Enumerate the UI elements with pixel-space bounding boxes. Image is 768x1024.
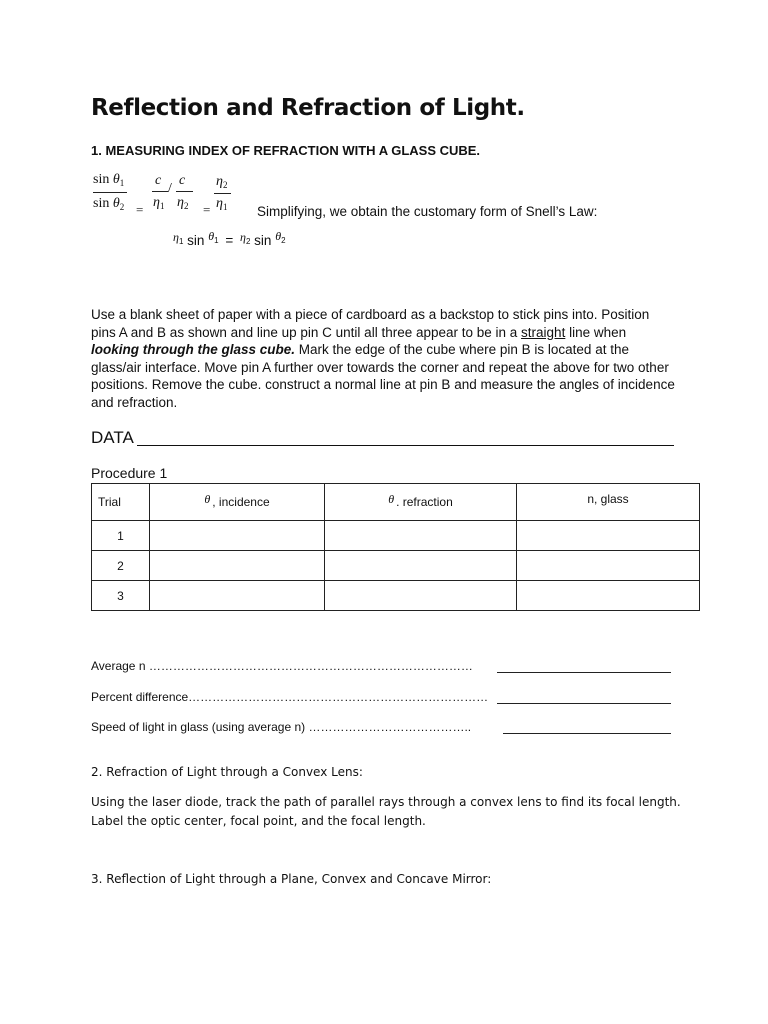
trial-number: 2 [92,551,150,581]
fraction-bar [214,193,231,194]
incidence-cell[interactable] [150,521,325,551]
incidence-cell[interactable] [150,581,325,611]
eq-eta1-den: $\eta_1$ [216,196,228,212]
table-row [92,551,700,581]
table-row [92,581,700,611]
header-trial: Trial [92,484,150,521]
speed-of-light-label: Speed of light in glass (using average n) ………………………………….. [91,720,472,734]
eq-equals-1: = [136,202,144,217]
eq-sin-theta2: $\sin \theta_2$ [93,196,125,212]
refraction-cell[interactable] [325,581,517,611]
header-n-glass: n, glass [517,484,700,521]
header-incidence: θ , incidence [150,484,325,521]
simplifying-text: Simplifying, we obtain the customary form of Snell’s Law: [257,204,598,219]
section2-heading: 2. Refraction of Light through a Convex Lens: [91,765,363,779]
eq-equals-2: = [203,202,211,217]
eq-slash: / [168,181,172,196]
eq-eta2-num: $\eta_2$ [216,174,228,190]
section3-heading: 3. Reflection of Light through a Plane, Convex and Concave Mirror: [91,872,492,886]
procedure-label: Procedure 1 [91,465,168,481]
header-refraction: θ . refraction [325,484,517,521]
eq-c-1: c [155,173,162,188]
eq-eta1: $\eta_1$ [153,195,165,211]
n-glass-cell[interactable] [517,551,700,581]
instructions-paragraph: Use a blank sheet of paper with a piece of cardboard as a backstop to stick pins into. Position pins A and B as shown and line up pin C until all three appear to be in a straight line when looking through the glass cube. Mark the edge of the cube where pin B is located at the glass/air interface. Move pin A further over towards the corner and repeat the above for two other positions. Remove the cube. construct a normal line at pin B and measure the angles of incidence and refraction. [91,307,675,410]
trial-number: 1 [92,521,150,551]
fraction-bar [152,191,168,192]
average-n-blank[interactable] [497,672,671,673]
fraction-bar [93,192,127,193]
percent-difference-blank[interactable] [497,703,671,704]
section2-body: Using the laser diode, track the path of parallel rays through a convex lens to find its focal length. Label the optic center, focal point, and the focal length. [91,795,681,828]
n-glass-cell[interactable] [517,521,700,551]
refraction-cell[interactable] [325,551,517,581]
trial-number: 3 [92,581,150,611]
fraction-bar [176,191,193,192]
eq-c-2: c [179,173,186,188]
speed-of-light-blank[interactable] [503,733,671,734]
snells-law-equation: η1 sin θ1 = η2 sin θ2 [173,229,286,248]
table-header-row [92,484,700,521]
table-row [92,521,700,551]
page-title: Reflection and Refraction of Light. [91,95,525,121]
data-heading: DATA [91,428,134,447]
average-n-label: Average n ……………………………………………………………………… [91,659,473,673]
data-underline [137,445,674,446]
eq-eta2: $\eta_2$ [177,195,189,211]
refraction-cell[interactable] [325,521,517,551]
percent-difference-label: Percent difference………………………………………………………………… [91,690,489,704]
data-table [91,483,700,611]
section1-heading: 1. MEASURING INDEX OF REFRACTION WITH A GLASS CUBE. [91,143,481,158]
n-glass-cell[interactable] [517,581,700,611]
incidence-cell[interactable] [150,551,325,581]
eq-sin-theta1: $\sin \theta_1$ [93,172,125,188]
